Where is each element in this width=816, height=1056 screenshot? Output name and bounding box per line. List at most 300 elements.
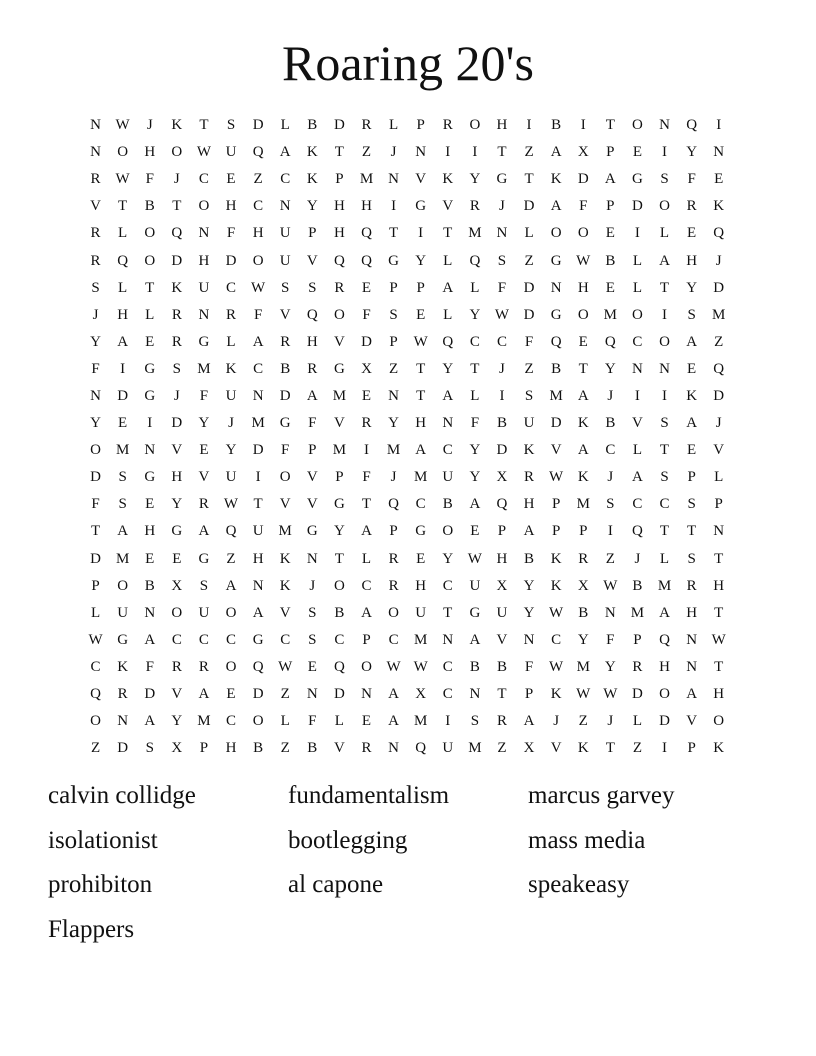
grid-letter: I bbox=[634, 387, 640, 404]
grid-letter: B bbox=[307, 740, 318, 757]
grid-letter: G bbox=[496, 171, 508, 188]
grid-letter: N bbox=[90, 144, 101, 161]
grid-letter: R bbox=[90, 171, 101, 188]
grid-letter: Y bbox=[469, 442, 481, 459]
grid-letter: L bbox=[632, 279, 642, 296]
grid-letter: H bbox=[252, 225, 264, 242]
grid-letter: U bbox=[117, 604, 129, 621]
grid-letter: O bbox=[333, 577, 345, 594]
grid-letter: C bbox=[469, 333, 480, 350]
grid-letter: A bbox=[117, 333, 129, 350]
grid-letter: F bbox=[145, 171, 154, 188]
grid-letter: L bbox=[714, 469, 724, 486]
grid-letter: N bbox=[442, 631, 454, 648]
grid-letter: E bbox=[307, 658, 317, 675]
grid-letter: J bbox=[607, 713, 614, 730]
grid-letter: Q bbox=[713, 360, 725, 377]
grid-letter: T bbox=[443, 225, 453, 242]
grid-row bbox=[82, 491, 734, 518]
grid-letter: R bbox=[469, 198, 480, 215]
grid-letter: L bbox=[90, 604, 101, 621]
grid-letter: Y bbox=[686, 279, 698, 296]
grid-letter: W bbox=[549, 469, 564, 486]
grid-letter: G bbox=[306, 523, 318, 540]
grid-letter: H bbox=[225, 198, 237, 215]
grid-letter: B bbox=[469, 658, 480, 675]
grid-letter: J bbox=[173, 171, 180, 188]
grid-letter: D bbox=[279, 387, 291, 404]
grid-letter: I bbox=[445, 144, 451, 161]
grid-letter: H bbox=[361, 198, 372, 215]
grid-letter: D bbox=[144, 686, 156, 703]
grid-letter: F bbox=[362, 306, 371, 323]
grid-letter: W bbox=[576, 686, 591, 703]
grid-row bbox=[82, 356, 734, 383]
grid-letter: X bbox=[361, 360, 372, 377]
grid-letter: T bbox=[714, 604, 724, 621]
grid-row bbox=[82, 220, 734, 247]
grid-letter: L bbox=[632, 713, 642, 730]
grid-row bbox=[82, 654, 734, 681]
grid-letter: R bbox=[578, 550, 589, 567]
grid-letter: R bbox=[632, 658, 643, 675]
grid-letter: K bbox=[171, 279, 183, 296]
grid-letter: Y bbox=[442, 550, 454, 567]
grid-letter: U bbox=[442, 469, 454, 486]
grid-letter: F bbox=[687, 171, 696, 188]
grid-letter: T bbox=[497, 686, 507, 703]
grid-letter: W bbox=[603, 686, 618, 703]
grid-letter: I bbox=[255, 469, 261, 486]
grid-letter: C bbox=[253, 360, 264, 377]
grid-letter: N bbox=[550, 279, 562, 296]
grid-letter: I bbox=[363, 442, 369, 459]
grid-letter: U bbox=[523, 415, 535, 432]
grid-letter: H bbox=[333, 198, 345, 215]
grid-letter: A bbox=[632, 469, 643, 486]
grid-letter: W bbox=[278, 658, 293, 675]
grid-letter: P bbox=[687, 469, 696, 486]
grid-letter: S bbox=[91, 279, 100, 296]
grid-letter: V bbox=[306, 496, 318, 513]
grid-letter: H bbox=[496, 117, 508, 134]
grid-letter: T bbox=[714, 658, 724, 675]
grid-letter: R bbox=[361, 117, 372, 134]
grid-letter: A bbox=[686, 333, 698, 350]
grid-letter: P bbox=[633, 631, 642, 648]
grid-letter: N bbox=[686, 658, 698, 675]
grid-letter: U bbox=[279, 252, 291, 269]
grid-row bbox=[82, 708, 734, 735]
grid-letter: Y bbox=[171, 713, 183, 730]
grid-letter: E bbox=[145, 333, 155, 350]
grid-row bbox=[82, 573, 734, 600]
word-list-item: al capone bbox=[288, 871, 384, 898]
grid-letter: S bbox=[660, 171, 669, 188]
grid-row bbox=[82, 166, 734, 193]
grid-letter: Q bbox=[550, 333, 562, 350]
grid-letter: X bbox=[171, 740, 183, 757]
grid-letter: O bbox=[577, 225, 589, 242]
grid-letter: Q bbox=[469, 252, 481, 269]
grid-letter: D bbox=[90, 469, 101, 486]
grid-letter: P bbox=[362, 631, 371, 648]
grid-letter: U bbox=[225, 387, 237, 404]
grid-letter: V bbox=[333, 415, 345, 432]
grid-letter: G bbox=[388, 252, 399, 269]
grid-letter: M bbox=[630, 604, 645, 621]
grid-letter: E bbox=[361, 713, 372, 730]
grid-letter: T bbox=[687, 523, 697, 540]
grid-letter: A bbox=[577, 442, 589, 459]
grid-letter: V bbox=[198, 469, 210, 486]
grid-letter: Y bbox=[225, 442, 237, 459]
grid-letter: K bbox=[306, 144, 318, 161]
grid-letter: C bbox=[198, 631, 209, 648]
grid-letter: F bbox=[524, 658, 534, 675]
grid-letter: U bbox=[252, 523, 264, 540]
grid-letter: D bbox=[632, 686, 643, 703]
grid-letter: W bbox=[223, 496, 239, 513]
grid-letter: W bbox=[386, 658, 401, 675]
grid-letter: L bbox=[145, 306, 155, 323]
grid-letter: S bbox=[687, 550, 696, 567]
grid-letter: Q bbox=[225, 523, 237, 540]
grid-letter: L bbox=[226, 333, 236, 350]
grid-letter: L bbox=[118, 279, 128, 296]
grid-letter: D bbox=[523, 198, 535, 215]
grid-letter: C bbox=[415, 496, 426, 513]
grid-letter: R bbox=[226, 306, 237, 323]
grid-letter: D bbox=[225, 252, 237, 269]
grid-letter: W bbox=[549, 658, 564, 675]
grid-row bbox=[82, 302, 734, 329]
grid-letter: M bbox=[197, 713, 211, 730]
grid-letter: C bbox=[442, 442, 453, 459]
grid-letter: M bbox=[332, 442, 347, 459]
grid-letter: U bbox=[442, 740, 454, 757]
grid-letter: N bbox=[523, 631, 535, 648]
grid-letter: C bbox=[226, 713, 237, 730]
grid-letter: R bbox=[171, 333, 182, 350]
grid-letter: F bbox=[524, 333, 534, 350]
grid-letter: E bbox=[632, 144, 642, 161]
grid-letter: O bbox=[442, 523, 454, 540]
grid-row bbox=[82, 464, 734, 491]
grid-letter: J bbox=[553, 713, 560, 730]
grid-letter: L bbox=[388, 117, 399, 134]
grid-letter: B bbox=[496, 415, 507, 432]
grid-letter: E bbox=[118, 415, 128, 432]
grid-letter: W bbox=[603, 577, 618, 594]
grid-letter: E bbox=[687, 442, 697, 459]
grid-letter: T bbox=[497, 144, 507, 161]
grid-letter: B bbox=[144, 198, 155, 215]
grid-letter: T bbox=[90, 523, 101, 540]
grid-letter: D bbox=[90, 550, 101, 567]
grid-letter: T bbox=[524, 171, 534, 188]
grid-letter: O bbox=[388, 604, 399, 621]
grid-letter: A bbox=[659, 252, 670, 269]
grid-letter: A bbox=[144, 713, 156, 730]
grid-letter: N bbox=[252, 577, 264, 594]
grid-letter: E bbox=[578, 333, 588, 350]
grid-letter: V bbox=[279, 604, 291, 621]
grid-letter: B bbox=[578, 604, 589, 621]
grid-letter: W bbox=[576, 252, 591, 269]
grid-letter: S bbox=[118, 496, 127, 513]
word-list-item: mass media bbox=[528, 826, 646, 854]
grid-letter: R bbox=[686, 577, 697, 594]
grid-letter: C bbox=[605, 442, 616, 459]
grid-letter: V bbox=[415, 171, 427, 188]
grid-letter: P bbox=[335, 171, 344, 188]
grid-letter: S bbox=[118, 469, 127, 486]
grid-letter: N bbox=[442, 415, 454, 432]
grid-row bbox=[82, 437, 734, 464]
grid-letter: C bbox=[442, 658, 453, 675]
grid-letter: O bbox=[252, 713, 264, 730]
grid-letter: V bbox=[686, 713, 698, 730]
grid-letter: M bbox=[576, 496, 590, 513]
grid-letter: O bbox=[252, 252, 264, 269]
grid-letter: M bbox=[115, 442, 130, 459]
grid-letter: A bbox=[469, 631, 481, 648]
grid-letter: W bbox=[494, 306, 510, 323]
grid-letter: N bbox=[388, 171, 399, 188]
grid-letter: V bbox=[496, 631, 508, 648]
grid-letter: Q bbox=[361, 252, 372, 269]
grid-letter: T bbox=[199, 117, 209, 134]
grid-letter: E bbox=[687, 225, 697, 242]
grid-letter: T bbox=[605, 740, 615, 757]
grid-letter: V bbox=[632, 415, 643, 432]
grid-letter: Q bbox=[252, 658, 264, 675]
grid-letter: E bbox=[416, 306, 426, 323]
grid-letter: Q bbox=[388, 496, 399, 513]
grid-letter: G bbox=[415, 198, 427, 215]
grid-letter: O bbox=[659, 198, 670, 215]
grid-letter: P bbox=[389, 333, 398, 350]
grid-letter: W bbox=[115, 171, 130, 188]
grid-letter: D bbox=[523, 279, 535, 296]
grid-letter: R bbox=[198, 496, 209, 513]
grid-letter: R bbox=[334, 279, 345, 296]
grid-letter: Y bbox=[523, 604, 535, 621]
grid-letter: Z bbox=[524, 144, 534, 161]
grid-row bbox=[82, 193, 734, 220]
grid-letter: H bbox=[198, 252, 210, 269]
grid-letter: E bbox=[470, 523, 480, 540]
grid-letter: I bbox=[716, 117, 722, 134]
grid-letter: N bbox=[713, 523, 725, 540]
grid-letter: F bbox=[579, 198, 588, 215]
grid-letter: R bbox=[117, 686, 128, 703]
grid-letter: Y bbox=[388, 415, 399, 432]
grid-letter: T bbox=[470, 360, 480, 377]
grid-letter: P bbox=[714, 496, 723, 513]
grid-letter: D bbox=[333, 686, 345, 703]
grid-letter: D bbox=[171, 415, 183, 432]
grid-letter: N bbox=[361, 686, 372, 703]
grid-letter: E bbox=[145, 550, 155, 567]
grid-letter: G bbox=[550, 252, 562, 269]
grid-letter: L bbox=[443, 306, 453, 323]
grid-letter: T bbox=[578, 360, 588, 377]
grid-letter: K bbox=[550, 577, 562, 594]
grid-letter: D bbox=[659, 713, 670, 730]
grid-letter: R bbox=[686, 198, 697, 215]
grid-letter: Z bbox=[497, 740, 507, 757]
grid-letter: F bbox=[281, 442, 290, 459]
grid-letter: M bbox=[603, 306, 617, 323]
grid-letter: K bbox=[279, 550, 291, 567]
grid-letter: D bbox=[550, 415, 562, 432]
grid-letter: Z bbox=[361, 144, 372, 161]
grid-letter: X bbox=[577, 577, 589, 594]
grid-letter: S bbox=[660, 469, 669, 486]
grid-letter: I bbox=[526, 117, 532, 134]
grid-letter: V bbox=[279, 306, 291, 323]
grid-letter: I bbox=[472, 144, 478, 161]
grid-letter: V bbox=[171, 686, 183, 703]
grid-letter: A bbox=[388, 686, 399, 703]
grid-letter: A bbox=[361, 523, 372, 540]
grid-letter: U bbox=[225, 469, 237, 486]
grid-letter: S bbox=[687, 306, 696, 323]
grid-row bbox=[82, 681, 734, 708]
grid-letter: W bbox=[467, 550, 482, 567]
grid-letter: Q bbox=[361, 225, 372, 242]
grid-letter: J bbox=[228, 415, 234, 432]
grid-letter: B bbox=[605, 252, 616, 269]
grid-letter: S bbox=[226, 117, 236, 134]
grid-letter: E bbox=[145, 496, 155, 513]
grid-letter: I bbox=[147, 415, 153, 432]
grid-letter: J bbox=[390, 144, 397, 161]
word-list-item: bootlegging bbox=[288, 826, 408, 854]
grid-letter: H bbox=[659, 658, 670, 675]
grid-letter: Z bbox=[90, 740, 101, 757]
grid-letter: B bbox=[442, 496, 453, 513]
grid-letter: H bbox=[523, 496, 535, 513]
grid-letter: G bbox=[333, 360, 345, 377]
grid-letter: V bbox=[550, 740, 562, 757]
grid-row bbox=[82, 518, 734, 545]
grid-letter: Q bbox=[306, 306, 318, 323]
grid-letter: M bbox=[712, 306, 726, 323]
grid-letter: X bbox=[415, 686, 427, 703]
grid-letter: W bbox=[413, 658, 428, 675]
grid-letter: B bbox=[524, 550, 535, 567]
grid-letter: R bbox=[171, 658, 182, 675]
grid-letter: O bbox=[279, 469, 291, 486]
grid-letter: Z bbox=[578, 713, 588, 730]
grid-letter: J bbox=[715, 252, 722, 269]
grid-letter: I bbox=[662, 387, 668, 404]
grid-letter: Y bbox=[523, 577, 535, 594]
grid-letter: L bbox=[659, 225, 670, 242]
grid-letter: N bbox=[496, 225, 508, 242]
grid-letter: P bbox=[606, 144, 615, 161]
grid-letter: J bbox=[607, 469, 614, 486]
grid-letter: D bbox=[171, 252, 183, 269]
grid-letter: P bbox=[524, 686, 534, 703]
grid-letter: Q bbox=[171, 225, 183, 242]
grid-row bbox=[82, 247, 734, 274]
grid-letter: Y bbox=[333, 523, 345, 540]
grid-letter: A bbox=[550, 198, 562, 215]
grid-letter: G bbox=[198, 333, 210, 350]
grid-letter: S bbox=[172, 360, 181, 377]
grid-letter: C bbox=[90, 658, 101, 675]
grid-letter: O bbox=[225, 658, 237, 675]
grid-letter: D bbox=[117, 387, 129, 404]
grid-letter: Y bbox=[469, 306, 481, 323]
grid-row bbox=[82, 546, 734, 573]
grid-letter: Y bbox=[604, 360, 616, 377]
grid-letter: I bbox=[418, 225, 424, 242]
grid-letter: O bbox=[550, 225, 562, 242]
grid-letter: Y bbox=[686, 144, 698, 161]
grid-letter: P bbox=[416, 117, 425, 134]
grid-letter: D bbox=[117, 740, 129, 757]
grid-letter: F bbox=[606, 631, 615, 648]
word-list-item: marcus garvey bbox=[528, 782, 675, 809]
grid-letter: T bbox=[659, 279, 670, 296]
grid-letter: O bbox=[144, 252, 156, 269]
grid-letter: A bbox=[252, 333, 264, 350]
grid-letter: C bbox=[226, 279, 237, 296]
grid-letter: K bbox=[117, 658, 129, 675]
grid-letter: C bbox=[280, 631, 291, 648]
grid-letter: L bbox=[280, 117, 290, 134]
grid-letter: Y bbox=[415, 252, 427, 269]
grid-letter: P bbox=[606, 198, 615, 215]
grid-letter: O bbox=[90, 442, 101, 459]
grid-letter: P bbox=[91, 577, 100, 594]
grid-letter: M bbox=[414, 469, 428, 486]
grid-letter: N bbox=[388, 387, 399, 404]
grid-letter: B bbox=[496, 658, 507, 675]
grid-letter: C bbox=[632, 496, 643, 513]
grid-letter: F bbox=[91, 496, 100, 513]
grid-letter: V bbox=[279, 496, 291, 513]
grid-letter: T bbox=[361, 496, 372, 513]
grid-letter: N bbox=[90, 387, 101, 404]
grid-letter: D bbox=[632, 198, 643, 215]
grid-letter: N bbox=[117, 713, 129, 730]
grid-letter: X bbox=[496, 577, 508, 594]
grid-letter: I bbox=[662, 740, 668, 757]
grid-letter: O bbox=[171, 604, 183, 621]
grid-letter: R bbox=[442, 117, 453, 134]
grid-letter: Z bbox=[524, 360, 534, 377]
grid-letter: R bbox=[361, 415, 372, 432]
grid-letter: S bbox=[687, 496, 696, 513]
grid-letter: V bbox=[713, 442, 725, 459]
grid-letter: R bbox=[388, 550, 399, 567]
grid-letter: Z bbox=[253, 171, 263, 188]
grid-letter: H bbox=[713, 686, 725, 703]
grid-letter: A bbox=[523, 713, 535, 730]
grid-letter: C bbox=[551, 631, 562, 648]
grid-letter: B bbox=[253, 740, 264, 757]
grid-letter: J bbox=[146, 117, 153, 134]
grid-letter: Q bbox=[333, 252, 345, 269]
grid-letter: V bbox=[442, 198, 454, 215]
grid-letter: S bbox=[660, 415, 669, 432]
